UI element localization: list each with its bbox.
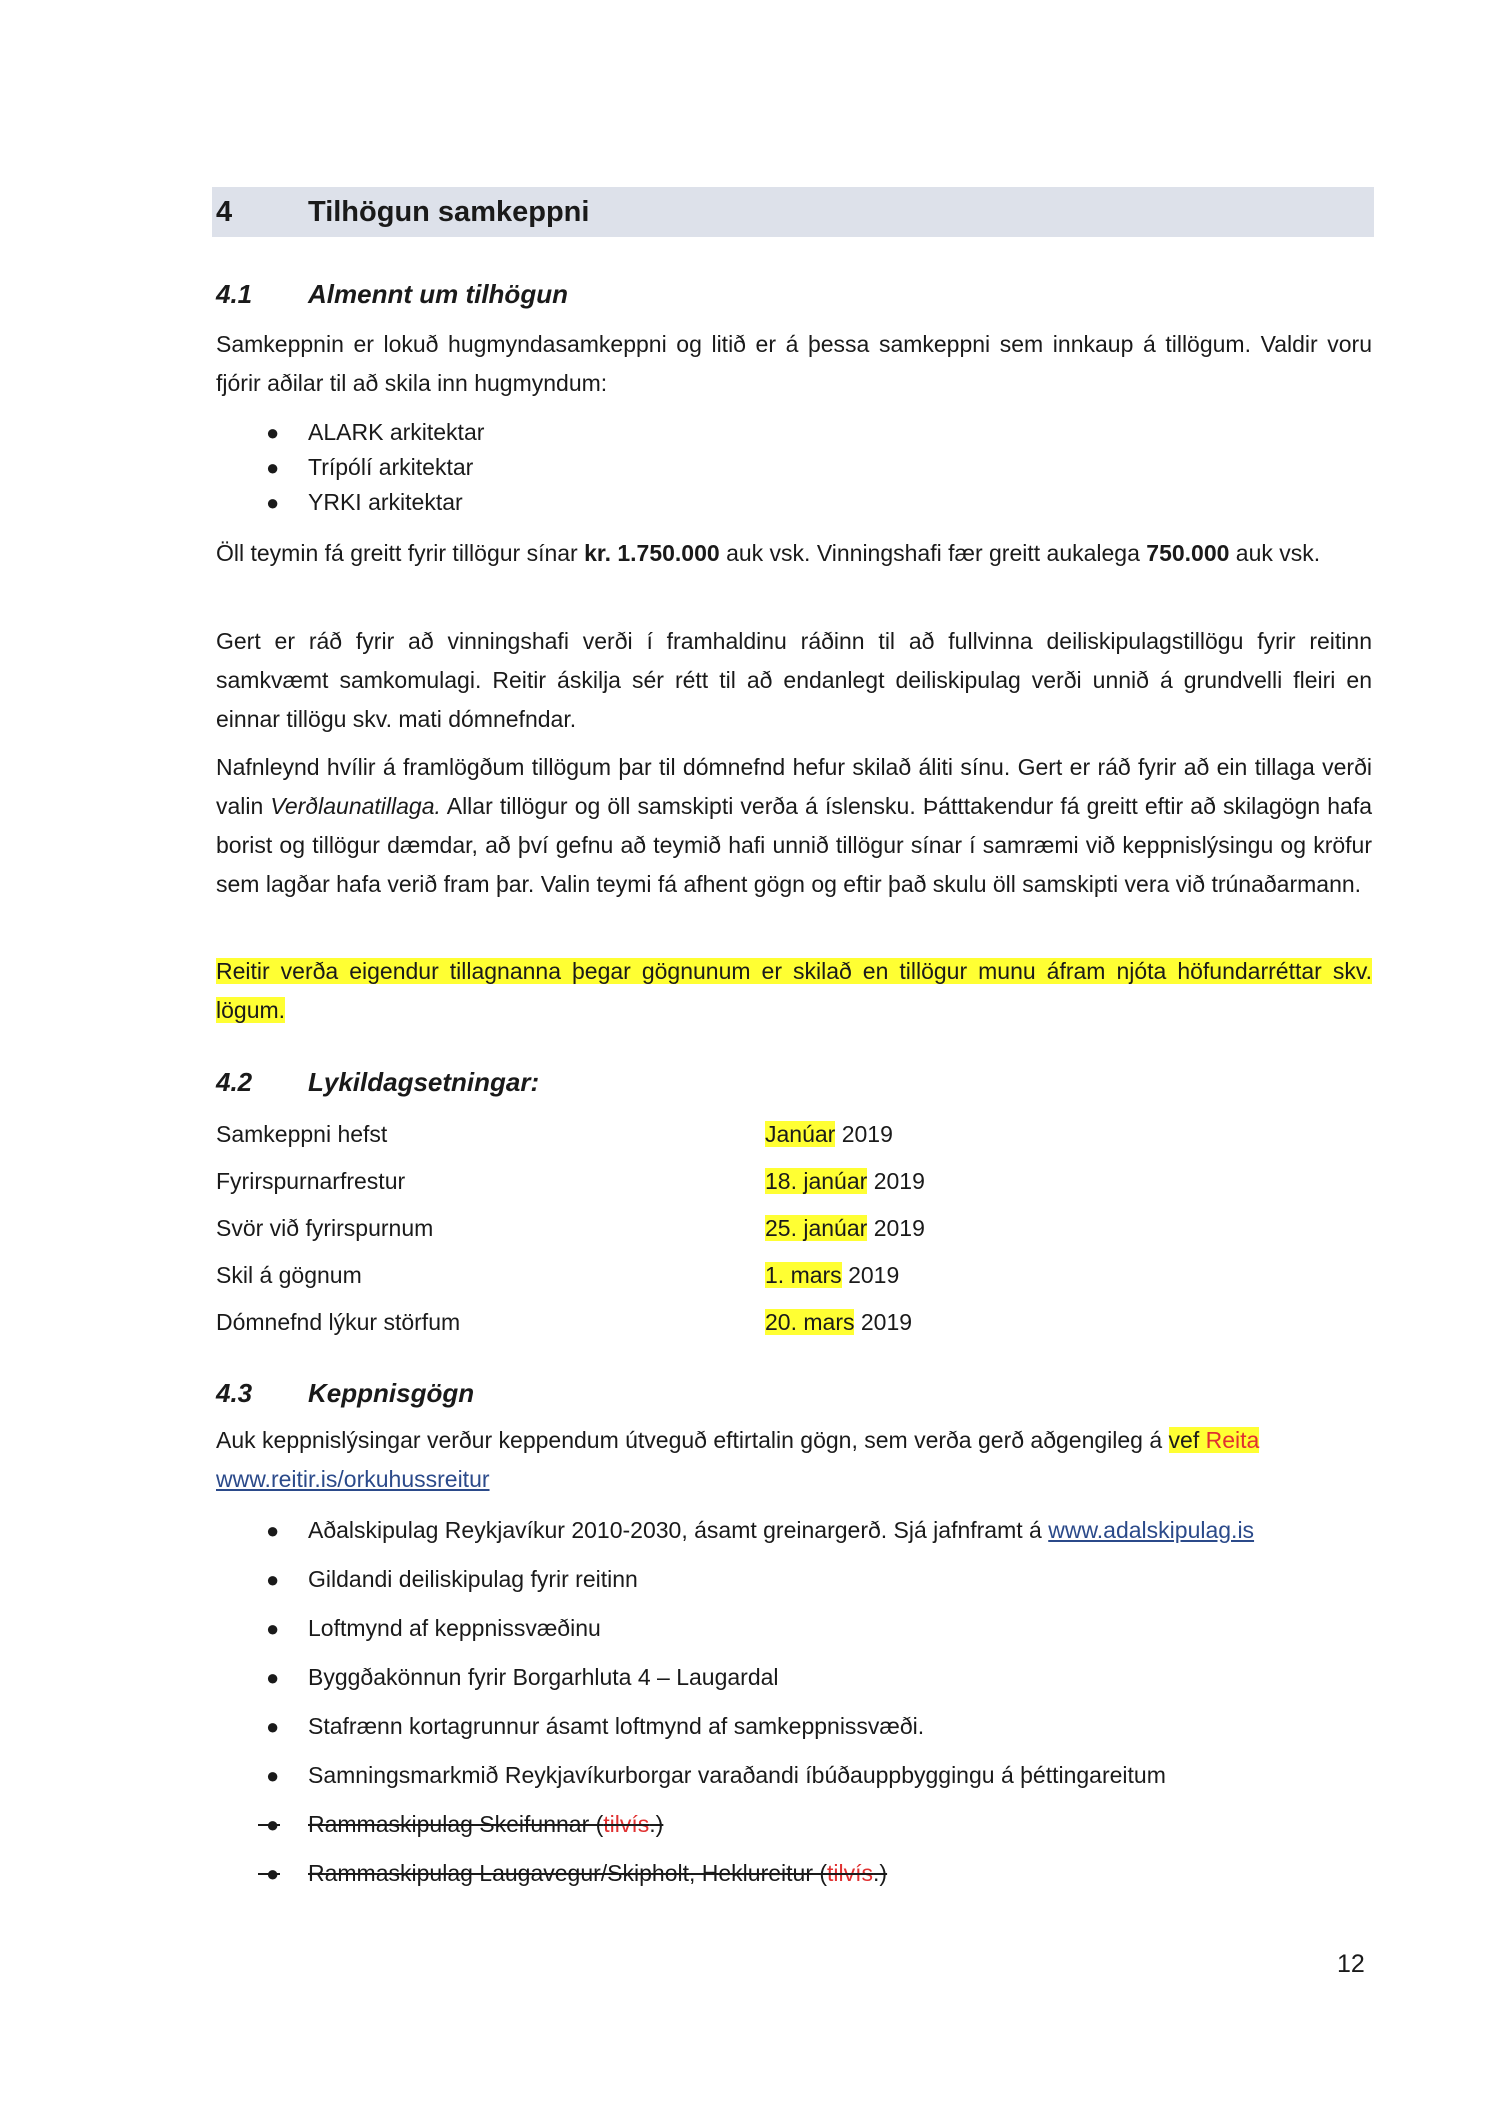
list-item: ● ALARK arkitektar	[216, 415, 1372, 450]
bullet-icon: ●	[266, 1812, 280, 1837]
list-item: ● Trípólí arkitektar	[216, 450, 1372, 485]
paragraph-anonymity: Nafnleynd hvílir á framlögðum tillögum þar til dómnefnd hefur skilað áliti sínu. Gert er ráð fyrir að ein tillaga verði valin Verðlaunatillaga. Allar tillögur og öll samskipti verða á íslensku. Þátttakendur fá greitt eftir að skilagögn hafa borist og tillögur dæmdar, að því gefnu að teymið hafi unnið tillögur sínar í samræmi við keppnislýsingu og kröfur sem lagðar hafa verið fram þar. Valin teymi fá afhent gögn og eftir það skulu öll samskipti vera við trúnaðarmann.	[216, 754, 1372, 897]
list-item: ● Loftmynd af keppnissvæðinu	[216, 1604, 1372, 1653]
payment-amount: kr. 1.750.000	[584, 540, 720, 566]
paragraph-winner: Gert er ráð fyrir að vinningshafi verði í framhaldinu ráðinn til að fullvinna deiliskipulagstillögu fyrir reitinn samkvæmt samkomulagi. Reitir áskilja sér rétt til að endanlegt deiliskipulag verði unnið á grundvelli fleiri en einnar tillögu skv. mati dómnefndar.	[216, 628, 1372, 732]
adalskipulag-link[interactable]: www.adalskipulag.is	[1048, 1517, 1255, 1543]
paragraph-payment: Öll teymin fá greitt fyrir tillögur sínar kr. 1.750.000 auk vsk. Vinningshafi fær greitt aukalega 750.000 auk vsk.	[216, 540, 1321, 566]
table-row: Fyrirspurnarfrestur 18. janúar 2019	[216, 1168, 925, 1194]
list-item: ● Samningsmarkmið Reykjavíkurborgar varaðandi íbúðauppbyggingu á þéttingareitum	[216, 1751, 1372, 1800]
list-item: ● Gildandi deiliskipulag fyrir reitinn	[216, 1555, 1372, 1604]
participant-list	[216, 415, 1372, 520]
struck-list-item: ● Rammaskipulag Laugavegur/Skipholt, Heklureitur (tilvís.)	[216, 1849, 1372, 1898]
orkuhussreitur-link[interactable]: www.reitir.is/orkuhussreitur	[216, 1466, 490, 1492]
bullet-icon: ●	[266, 1763, 280, 1788]
subsection-title: Lykildagsetningar:	[308, 1067, 540, 1097]
bullet-icon: ●	[266, 1616, 280, 1641]
list-item: ● YRKI arkitektar	[216, 485, 1372, 520]
subsection-number: 4.1	[216, 279, 253, 309]
strike-line	[258, 1873, 280, 1875]
bullet-icon: ●	[266, 1665, 280, 1690]
bullet-icon: ●	[266, 1518, 280, 1543]
materials-list	[216, 1506, 1372, 1898]
section-heading	[212, 187, 1374, 237]
subsection-title: Almennt um tilhögun	[308, 279, 568, 309]
struck-list-item: ● Rammaskipulag Skeifunnar (tilvís.)	[216, 1800, 1372, 1849]
highlighted-text: Reitir verða eigendur tillagnanna þegar gögnunum er skilað en tillögur munu áfram njóta höfundarréttar skv. lögum.	[216, 958, 1372, 1023]
bonus-amount: 750.000	[1146, 540, 1230, 566]
table-row: Dómnefnd lýkur störfum 20. mars 2019	[216, 1309, 913, 1335]
strike-line	[258, 1824, 280, 1826]
bullet-icon: ●	[266, 1714, 280, 1739]
subsection-title: Keppnisgögn	[308, 1378, 475, 1408]
list-item: ● Stafrænn kortagrunnur ásamt loftmynd af samkeppnissvæði.	[216, 1702, 1372, 1751]
key-dates-table	[216, 1114, 1372, 1349]
list-item: ● Byggðakönnun fyrir Borgarhluta 4 – Laugardal	[216, 1653, 1372, 1702]
bullet-icon: ●	[266, 455, 280, 480]
section-title: Tilhögun samkeppni	[308, 195, 590, 228]
paragraph-ownership	[216, 952, 1372, 1030]
paragraph-intro: Samkeppnin er lokuð hugmyndasamkeppni og litið er á þessa samkeppni sem innkaup á tillögum. Valdir voru fjórir aðilar til að skila inn hugmyndum:	[216, 331, 1372, 396]
list-item: ● Aðalskipulag Reykjavíkur 2010-2030, ásamt greinargerð. Sjá jafnframt á www.adalskipulag.is	[216, 1506, 1372, 1555]
table-row: Svör við fyrirspurnum 25. janúar 2019	[216, 1215, 925, 1241]
bullet-icon: ●	[266, 1861, 280, 1886]
table-row: Skil á gögnum 1. mars 2019	[216, 1262, 900, 1288]
subsection-number: 4.2	[216, 1067, 253, 1097]
bullet-icon: ●	[266, 490, 280, 515]
paragraph-materials: Auk keppnislýsingar verður keppendum útveguð eftirtalin gögn, sem verða gerð aðgengileg á vef Reita www.reitir.is/orkuhussreitur	[216, 1427, 1260, 1492]
subsection-number: 4.3	[216, 1378, 253, 1408]
bullet-icon: ●	[266, 420, 280, 445]
page-number: 12	[1337, 1950, 1365, 1978]
section-number: 4	[216, 195, 233, 228]
table-row: Samkeppni hefst Janúar 2019	[216, 1121, 893, 1147]
bullet-icon: ●	[266, 1567, 280, 1592]
